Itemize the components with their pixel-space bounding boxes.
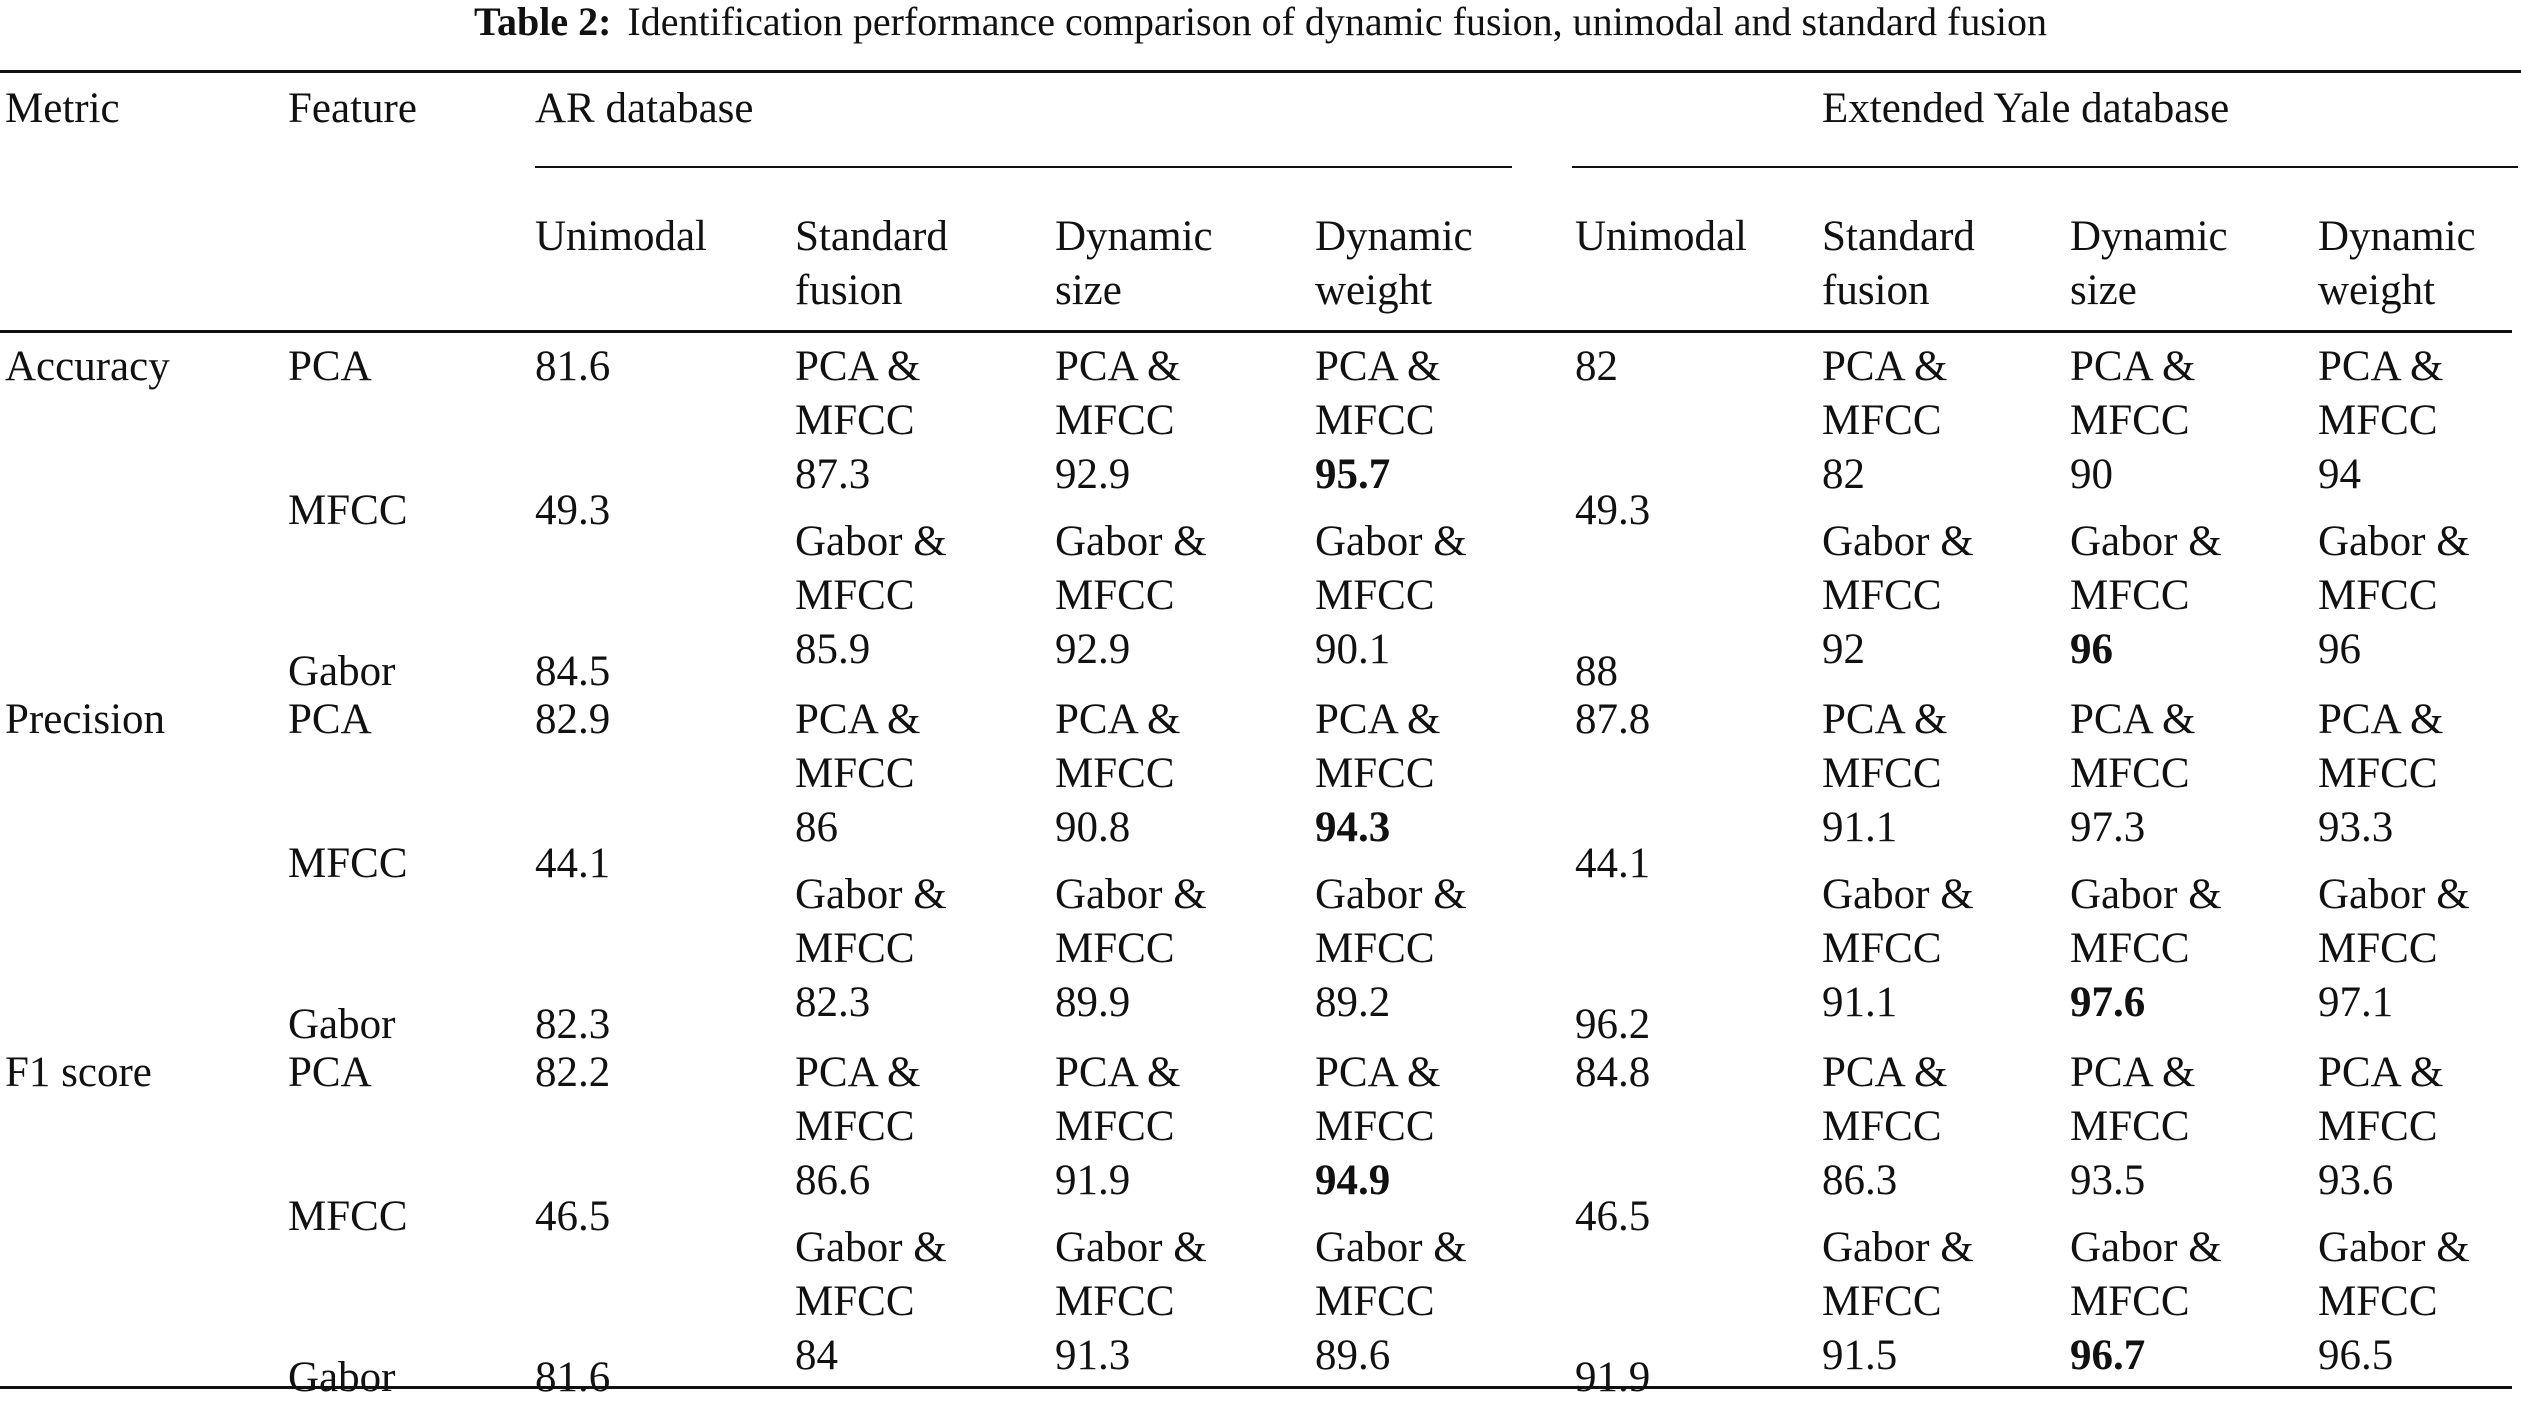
column-header-yale-dynamic-weight: weight (2318, 267, 2436, 314)
fusion-label-pca-mfcc: MFCC (1055, 397, 1175, 444)
fusion-label-pca-mfcc: MFCC (1822, 1103, 1942, 1150)
fusion-label-pca-mfcc: PCA & (1822, 343, 1948, 390)
fusion-label-pca-mfcc: PCA & (1822, 696, 1948, 743)
fusion-value-pca-mfcc: 94 (2318, 451, 2361, 498)
table-caption-label: Table 2: (473, 0, 612, 44)
fusion-value-gabor-mfcc: 96 (2318, 626, 2361, 673)
column-header-ar-unimodal: Unimodal (535, 213, 707, 260)
fusion-value-pca-mfcc: 94.3 (1315, 804, 1391, 851)
unimodal-value-ar: 82.3 (535, 1001, 611, 1048)
column-header-yale-standard-fusion: Standard (1822, 213, 1975, 260)
fusion-value-pca-mfcc: 87.3 (795, 451, 871, 498)
unimodal-value-yale: 87.8 (1575, 696, 1651, 743)
fusion-label-pca-mfcc: PCA & (1055, 696, 1181, 743)
fusion-label-gabor-mfcc: MFCC (2070, 572, 2190, 619)
fusion-label-pca-mfcc: MFCC (1055, 1103, 1175, 1150)
feature-label: MFCC (288, 840, 408, 887)
fusion-label-gabor-mfcc: MFCC (1315, 572, 1435, 619)
unimodal-value-yale: 46.5 (1575, 1193, 1651, 1240)
fusion-label-pca-mfcc: PCA & (2318, 696, 2444, 743)
column-header-yale-dynamic-size: size (2070, 267, 2137, 314)
feature-label: MFCC (288, 487, 408, 534)
table-top-rule (0, 70, 2521, 73)
fusion-value-gabor-mfcc: 90.1 (1315, 626, 1391, 673)
fusion-label-gabor-mfcc: MFCC (1822, 1278, 1942, 1325)
fusion-value-gabor-mfcc: 89.9 (1055, 979, 1131, 1026)
fusion-value-pca-mfcc: 90 (2070, 451, 2113, 498)
fusion-value-gabor-mfcc: 91.5 (1822, 1332, 1898, 1379)
fusion-label-gabor-mfcc: Gabor & (1055, 871, 1207, 918)
unimodal-value-ar: 46.5 (535, 1193, 611, 1240)
fusion-label-pca-mfcc: MFCC (2318, 397, 2438, 444)
column-header-ar-dynamic-size: Dynamic (1055, 213, 1213, 260)
fusion-value-pca-mfcc: 92.9 (1055, 451, 1131, 498)
column-header-ar-standard-fusion: Standard (795, 213, 948, 260)
unimodal-value-ar: 82.2 (535, 1049, 611, 1096)
fusion-value-pca-mfcc: 94.9 (1315, 1157, 1391, 1204)
fusion-value-gabor-mfcc: 97.6 (2070, 979, 2146, 1026)
fusion-label-gabor-mfcc: MFCC (1055, 1278, 1175, 1325)
unimodal-value-ar: 82.9 (535, 696, 611, 743)
fusion-value-gabor-mfcc: 96.5 (2318, 1332, 2394, 1379)
fusion-label-gabor-mfcc: MFCC (2070, 925, 2190, 972)
fusion-label-pca-mfcc: PCA & (1055, 343, 1181, 390)
unimodal-value-ar: 84.5 (535, 648, 611, 695)
feature-label: PCA (288, 1049, 372, 1096)
fusion-label-pca-mfcc: MFCC (1055, 750, 1175, 797)
fusion-label-gabor-mfcc: MFCC (1055, 925, 1175, 972)
fusion-label-gabor-mfcc: Gabor & (1822, 518, 1974, 565)
fusion-label-pca-mfcc: MFCC (2070, 750, 2190, 797)
group-rule-ar (535, 166, 1512, 168)
fusion-label-pca-mfcc: PCA & (2070, 343, 2196, 390)
unimodal-value-yale: 88 (1575, 648, 1618, 695)
fusion-label-gabor-mfcc: MFCC (1055, 572, 1175, 619)
unimodal-value-ar: 44.1 (535, 840, 611, 887)
fusion-label-gabor-mfcc: Gabor & (2070, 1224, 2222, 1271)
column-header-yale-dynamic-size: Dynamic (2070, 213, 2228, 260)
fusion-value-pca-mfcc: 97.3 (2070, 804, 2146, 851)
fusion-label-gabor-mfcc: Gabor & (1055, 518, 1207, 565)
fusion-value-gabor-mfcc: 89.6 (1315, 1332, 1391, 1379)
fusion-label-gabor-mfcc: MFCC (2318, 1278, 2438, 1325)
fusion-label-gabor-mfcc: MFCC (2070, 1278, 2190, 1325)
feature-label: PCA (288, 696, 372, 743)
fusion-value-gabor-mfcc: 91.3 (1055, 1332, 1131, 1379)
fusion-value-pca-mfcc: 93.5 (2070, 1157, 2146, 1204)
unimodal-value-yale: 82 (1575, 343, 1618, 390)
fusion-label-gabor-mfcc: MFCC (2318, 925, 2438, 972)
unimodal-value-yale: 84.8 (1575, 1049, 1651, 1096)
fusion-label-pca-mfcc: MFCC (795, 397, 915, 444)
fusion-label-gabor-mfcc: Gabor & (2318, 1224, 2470, 1271)
fusion-label-gabor-mfcc: Gabor & (2318, 518, 2470, 565)
fusion-label-pca-mfcc: PCA & (1055, 1049, 1181, 1096)
fusion-label-gabor-mfcc: Gabor & (1315, 1224, 1467, 1271)
fusion-label-gabor-mfcc: Gabor & (795, 518, 947, 565)
fusion-label-pca-mfcc: MFCC (1315, 397, 1435, 444)
header-group-ar: AR database (535, 85, 754, 132)
fusion-label-gabor-mfcc: MFCC (1315, 1278, 1435, 1325)
fusion-value-gabor-mfcc: 91.1 (1822, 979, 1898, 1026)
fusion-label-gabor-mfcc: Gabor & (2070, 518, 2222, 565)
feature-label: Gabor (288, 1001, 396, 1048)
fusion-label-pca-mfcc: MFCC (1822, 397, 1942, 444)
fusion-label-gabor-mfcc: MFCC (2318, 572, 2438, 619)
column-header-yale-standard-fusion: fusion (1822, 267, 1930, 314)
fusion-label-pca-mfcc: MFCC (2070, 1103, 2190, 1150)
unimodal-value-ar: 81.6 (535, 343, 611, 390)
fusion-label-gabor-mfcc: MFCC (1822, 572, 1942, 619)
fusion-value-gabor-mfcc: 96 (2070, 626, 2113, 673)
feature-label: Gabor (288, 648, 396, 695)
fusion-value-gabor-mfcc: 85.9 (795, 626, 871, 673)
fusion-label-gabor-mfcc: Gabor & (795, 1224, 947, 1271)
fusion-label-pca-mfcc: PCA & (1822, 1049, 1948, 1096)
fusion-value-pca-mfcc: 91.9 (1055, 1157, 1131, 1204)
unimodal-value-yale: 91.9 (1575, 1354, 1651, 1401)
unimodal-value-yale: 49.3 (1575, 487, 1651, 534)
header-bottom-rule (0, 330, 2512, 333)
fusion-label-pca-mfcc: PCA & (1315, 1049, 1441, 1096)
fusion-value-gabor-mfcc: 97.1 (2318, 979, 2394, 1026)
fusion-label-pca-mfcc: PCA & (1315, 696, 1441, 743)
metric-label: Accuracy (5, 343, 170, 390)
fusion-value-pca-mfcc: 93.6 (2318, 1157, 2394, 1204)
fusion-label-gabor-mfcc: MFCC (795, 925, 915, 972)
metric-label: Precision (5, 696, 166, 743)
column-header-yale-unimodal: Unimodal (1575, 213, 1747, 260)
fusion-value-pca-mfcc: 86.6 (795, 1157, 871, 1204)
metric-label: F1 score (5, 1049, 152, 1096)
fusion-label-gabor-mfcc: Gabor & (2070, 871, 2222, 918)
fusion-label-gabor-mfcc: MFCC (795, 572, 915, 619)
unimodal-value-yale: 96.2 (1575, 1001, 1651, 1048)
header-group-yale: Extended Yale database (1822, 85, 2230, 132)
fusion-label-pca-mfcc: PCA & (1315, 343, 1441, 390)
fusion-label-gabor-mfcc: Gabor & (1315, 871, 1467, 918)
fusion-value-pca-mfcc: 91.1 (1822, 804, 1898, 851)
fusion-value-gabor-mfcc: 84 (795, 1332, 838, 1379)
feature-label: PCA (288, 343, 372, 390)
fusion-label-gabor-mfcc: Gabor & (1055, 1224, 1207, 1271)
fusion-value-gabor-mfcc: 89.2 (1315, 979, 1391, 1026)
header-metric: Metric (5, 85, 120, 132)
fusion-label-gabor-mfcc: Gabor & (795, 871, 947, 918)
column-header-yale-dynamic-weight: Dynamic (2318, 213, 2476, 260)
column-header-ar-dynamic-weight: Dynamic (1315, 213, 1473, 260)
column-header-ar-standard-fusion: fusion (795, 267, 903, 314)
unimodal-value-ar: 81.6 (535, 1354, 611, 1401)
group-rule-yale (1572, 166, 2518, 168)
fusion-label-gabor-mfcc: Gabor & (1822, 871, 1974, 918)
fusion-label-gabor-mfcc: MFCC (1822, 925, 1942, 972)
fusion-value-gabor-mfcc: 92.9 (1055, 626, 1131, 673)
fusion-label-pca-mfcc: MFCC (2318, 750, 2438, 797)
fusion-value-gabor-mfcc: 92 (1822, 626, 1865, 673)
fusion-label-pca-mfcc: MFCC (1315, 1103, 1435, 1150)
fusion-value-pca-mfcc: 86 (795, 804, 838, 851)
fusion-label-pca-mfcc: MFCC (1315, 750, 1435, 797)
fusion-value-pca-mfcc: 82 (1822, 451, 1865, 498)
fusion-label-pca-mfcc: MFCC (795, 1103, 915, 1150)
fusion-label-pca-mfcc: PCA & (2070, 1049, 2196, 1096)
fusion-label-pca-mfcc: MFCC (795, 750, 915, 797)
fusion-label-gabor-mfcc: Gabor & (2318, 871, 2470, 918)
fusion-value-gabor-mfcc: 96.7 (2070, 1332, 2146, 1379)
table-caption-text: Identification performance comparison of dynamic fusion, unimodal and standard fusion (627, 0, 2048, 44)
header-feature: Feature (288, 85, 417, 132)
feature-label: MFCC (288, 1193, 408, 1240)
table-caption (0, 0, 2521, 44)
column-header-ar-dynamic-weight: weight (1315, 267, 1433, 314)
column-header-ar-dynamic-size: size (1055, 267, 1122, 314)
fusion-label-pca-mfcc: PCA & (795, 696, 921, 743)
fusion-label-gabor-mfcc: Gabor & (1315, 518, 1467, 565)
unimodal-value-ar: 49.3 (535, 487, 611, 534)
fusion-label-pca-mfcc: PCA & (2318, 1049, 2444, 1096)
fusion-label-pca-mfcc: MFCC (2070, 397, 2190, 444)
fusion-label-gabor-mfcc: MFCC (1315, 925, 1435, 972)
fusion-label-gabor-mfcc: Gabor & (1822, 1224, 1974, 1271)
fusion-label-pca-mfcc: MFCC (2318, 1103, 2438, 1150)
unimodal-value-yale: 44.1 (1575, 840, 1651, 887)
fusion-value-gabor-mfcc: 82.3 (795, 979, 871, 1026)
fusion-value-pca-mfcc: 95.7 (1315, 451, 1391, 498)
fusion-label-pca-mfcc: PCA & (795, 343, 921, 390)
fusion-label-pca-mfcc: PCA & (2070, 696, 2196, 743)
fusion-value-pca-mfcc: 93.3 (2318, 804, 2394, 851)
fusion-label-pca-mfcc: PCA & (2318, 343, 2444, 390)
fusion-value-pca-mfcc: 86.3 (1822, 1157, 1898, 1204)
fusion-label-gabor-mfcc: MFCC (795, 1278, 915, 1325)
fusion-value-pca-mfcc: 90.8 (1055, 804, 1131, 851)
table-bottom-rule (0, 1386, 2512, 1389)
feature-label: Gabor (288, 1354, 396, 1401)
fusion-label-pca-mfcc: PCA & (795, 1049, 921, 1096)
fusion-label-pca-mfcc: MFCC (1822, 750, 1942, 797)
